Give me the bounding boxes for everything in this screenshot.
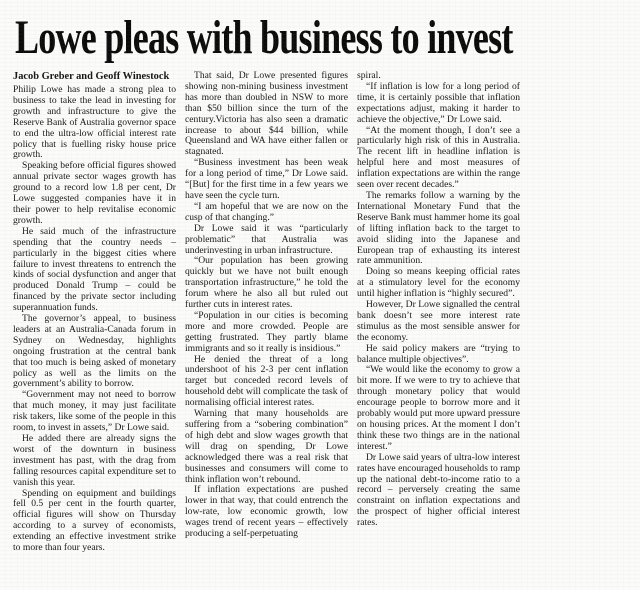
byline: Jacob Greber and Geoff Winestock — [13, 71, 170, 82]
paragraph: Speaking before official figures showed annual private sector wages growth has ground to a record low 1.8 per cent, Dr Lowe suggested companies have it in their power to help revitalise economic growth. — [13, 160, 176, 226]
headline: Lowe pleas with business to invest — [15, 11, 513, 64]
paragraph: “We would like the economy to grow a bit more. If we were to try to achieve that through monetary policy that would encourage people to borrow more and it probably would put more upward pressure on housing prices. At the moment I don’t think these two things are in the national interest.” — [357, 364, 520, 452]
paragraph: spiral. — [357, 70, 381, 81]
paragraph: However, Dr Lowe signalled the central bank doesn’t see more interest rate stimulus as the most sensible answer for the economy. — [357, 299, 520, 343]
paragraph: “Government may not need to borrow that much money, it may just facilitate risk takers, like some of the people in this room, to invest in assets,” Dr Lowe said. — [13, 389, 176, 434]
paragraph: “Our population has been growing quickly but we have not built enough transportation infrastructure,” he told the forum where he also all but ruled out further cuts in interest rates. — [185, 255, 348, 311]
paragraph: Dr Lowe said years of ultra-low interest rates have encouraged households to ramp up the national debt-to-income ratio to a record – perversely creating the same constraint on inflation expectations and the prospect of higher official interest rates. — [357, 451, 520, 529]
paragraph: The governor’s appeal, to business leaders at an Australia-Canada forum in Sydney on Wednesday, highlights ongoing frustration at the central bank that too much is being asked of monetary policy as well as the limits on the government’s ability to borrow. — [13, 313, 176, 390]
paragraph: “Population in our cities is becoming more and more crowded. People are getting frustrated. They partly blame immigrants and so it really is insidious.” — [185, 309, 348, 354]
paragraph: “I am hopeful that we are now on the cusp of that changing.” — [185, 200, 348, 223]
paragraph: Doing so means keeping official rates at a stimulatory level for the economy until higher inflation is “highly secured”. — [357, 266, 520, 300]
paragraph: That said, Dr Lowe presented figures showing non-mining business investment has more than doubled in NSW to more than $50 billion since the turn of the century.Victoria has also seen a dramatic increase to about $44 billion, while Queensland and WA have either fallen or stagnated. — [185, 70, 348, 158]
paragraph: “At the moment though, I don’t see a particularly high risk of this in Australia. The recent lift in headline inflation is helpful here and most measures of inflation expectations are within the range seen over recent decades.” — [357, 124, 520, 191]
paragraph: Warning that many households are suffering from a “sobering combination” of high debt and slow wages growth that will drag on spending, Dr Lowe acknowledged there was a real risk that businesses and consumers will come to think inflation won’t rebound. — [185, 408, 348, 485]
article-body — [13, 71, 520, 554]
paragraph: The remarks follow a warning by the International Monetary Fund that the Reserve Bank must hammer home its goal of lifting inflation back to the target to avoid sliding into the Japanese and European trap of exhausting its interest rate ammunition. — [357, 189, 520, 267]
paragraph: If inflation expectations are pushed lower in that way, that could entrench the low-rate, low economic growth, low wages trend of recent years – effectively producing a self-perpetuating — [185, 484, 348, 540]
paragraph: Spending on equipment and buildings fell 0.5 per cent in the fourth quarter, official figures will show on Thursday according to a survey of economists, extending an effective investment strike to more than four years. — [13, 487, 176, 554]
paragraph: “If inflation is low for a long period of time, it is certainly possible that inflation expectations adjust, making it harder to achieve the objective,” Dr Lowe said. — [357, 80, 520, 125]
paragraph: He said much of the infrastructure spending that the country needs – particularly in the biggest cities where failure to invest threatens to entrench the kinds of social dysfunction and anger that produced Donald Trump – could be financed by the private sector including superannuation funds. — [13, 225, 176, 314]
article-column-1 — [13, 71, 176, 554]
paragraph: He said policy makers are “trying to balance multiple objectives”. — [357, 342, 520, 365]
paragraph: He denied the threat of a long undershoot of his 2-3 per cent inflation target but conceded record levels of household debt will complicate the task of normalising official interest rates. — [185, 353, 348, 409]
paragraph: “Business investment has been weak for a long period of time,” Dr Lowe said. “[But] for the first time in a few years we have seen the cycle turn. — [185, 157, 348, 201]
paragraph: Philip Lowe has made a strong plea to business to take the lead in investing for growth and infrastructure to give the Reserve Bank of Australia governor space to end the ultra-low official interest rate policy that is fuelling risky house price growth. — [13, 84, 176, 161]
article-column-2 — [185, 71, 348, 554]
paragraph: Dr Lowe said it was “particularly problematic” that Australia was underinvesting in urban infrastructure. — [185, 222, 348, 256]
paragraph: He added there are already signs the worst of the downturn in business investment has past, with the drag from falling resources capital expenditure set to vanish this year. — [13, 433, 176, 488]
article-column-3 — [357, 71, 520, 554]
